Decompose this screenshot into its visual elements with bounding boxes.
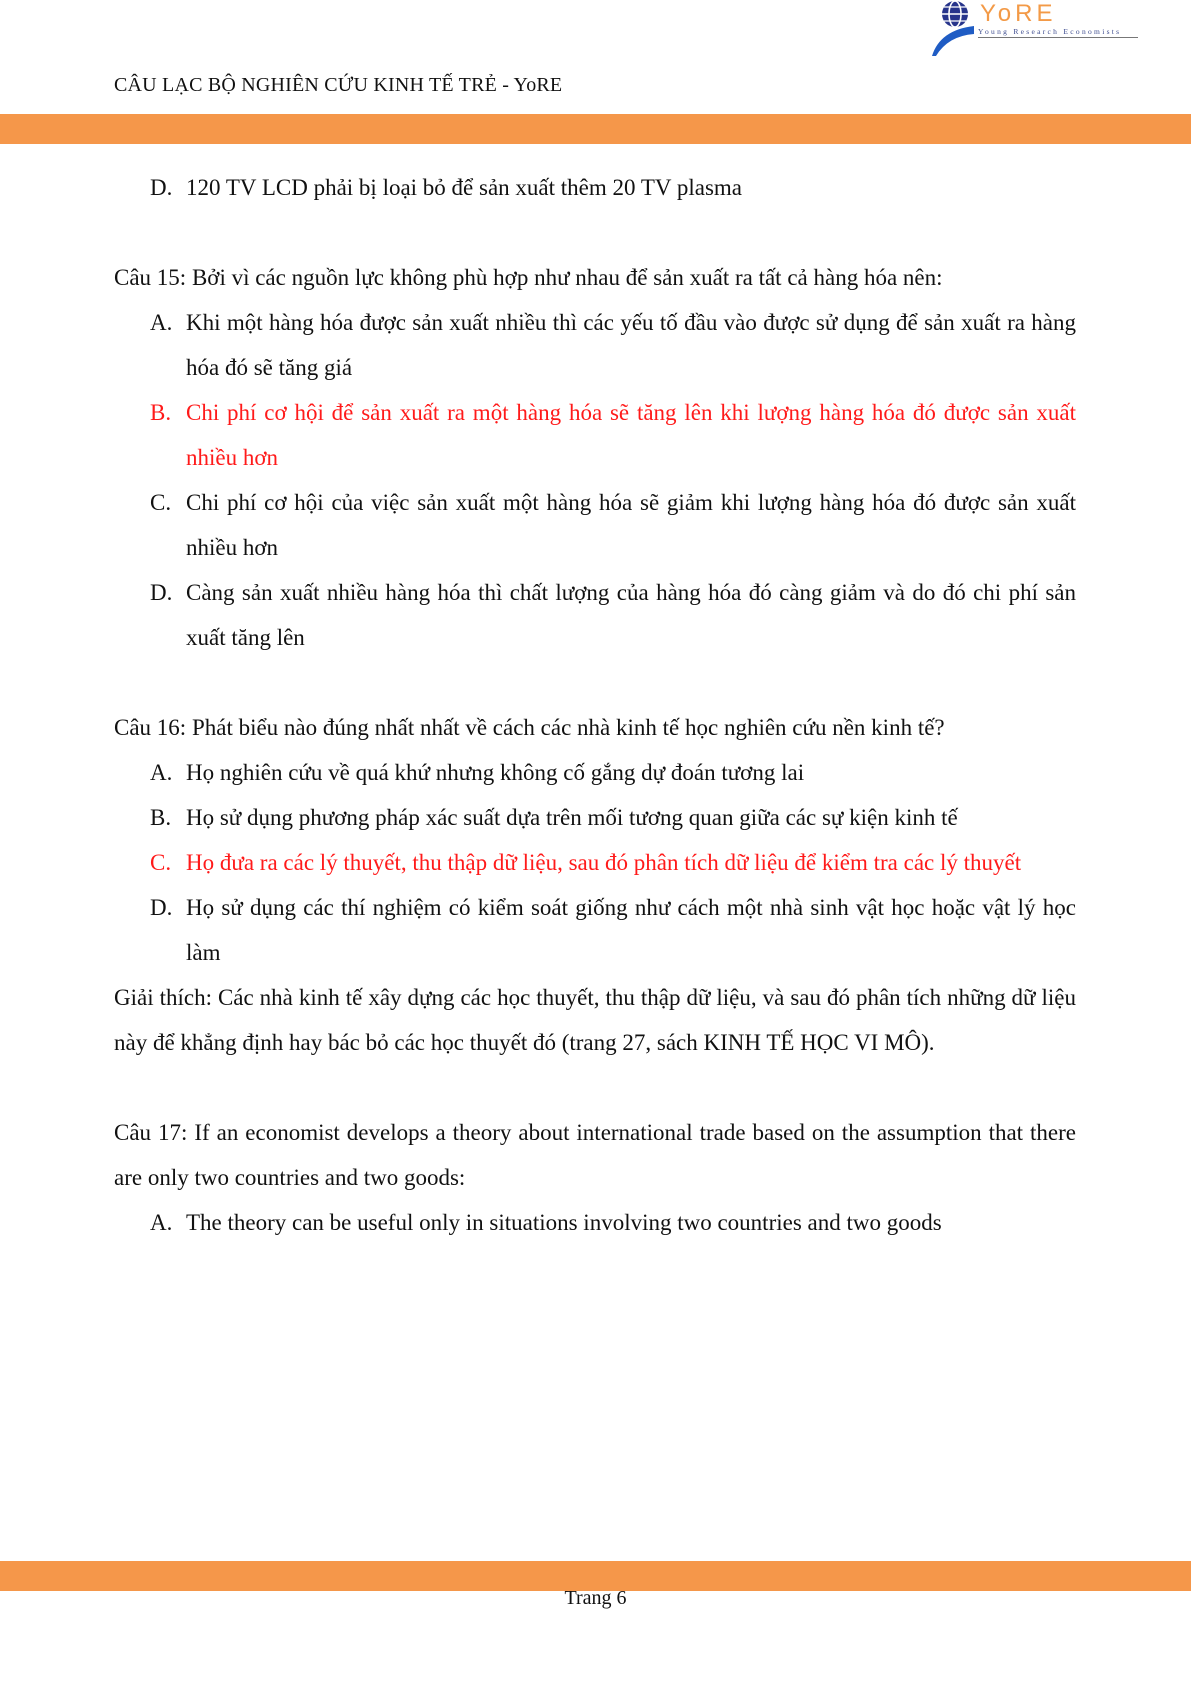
- option-text: Họ đưa ra các lý thuyết, thu thập dữ liệu, sau đó phân tích dữ liệu để kiểm tra các lý thuyết: [186, 850, 1022, 875]
- yore-logo: [930, 0, 1140, 58]
- option-text: Khi một hàng hóa được sản xuất nhiều thì các yếu tố đầu vào được sử dụng để sản xuất ra hàng hóa đó sẽ tăng giá: [186, 310, 1076, 380]
- option-letter: D.: [150, 895, 173, 920]
- q16-explanation: Giải thích: Các nhà kinh tế xây dựng các học thuyết, thu thập dữ liệu, và sau đó phân tích những dữ liệu này để khẳng định hay bác bỏ các học thuyết đó (trang 27, sách KINH TẾ HỌC VI MÔ).: [114, 985, 1076, 1055]
- option-text: Chi phí cơ hội của việc sản xuất một hàng hóa sẽ giảm khi lượng hàng hóa đó được sản xuất nhiều hơn: [186, 490, 1076, 560]
- option-text: Chi phí cơ hội để sản xuất ra một hàng hóa sẽ tăng lên khi lượng hàng hóa đó được sản xuất nhiều hơn: [186, 400, 1076, 470]
- header-title: CÂU LẠC BỘ NGHIÊN CỨU KINH TẾ TRẺ - YoRE: [114, 74, 563, 96]
- option-text: Họ sử dụng các thí nghiệm có kiểm soát giống như cách một nhà sinh vật học hoặc vật lý học làm: [186, 895, 1076, 965]
- question-15: Câu 15: Bởi vì các nguồn lực không phù hợp như nhau để sản xuất ra tất cả hàng hóa nên:: [114, 265, 943, 290]
- q15-option-a: [114, 300, 1076, 390]
- page-number: Trang 6: [564, 1587, 627, 1609]
- q15-option-d: [114, 570, 1076, 660]
- option-text: Họ nghiên cứu về quá khứ nhưng không cố gắng dự đoán tương lai: [186, 760, 805, 785]
- spacer: [114, 1065, 1076, 1110]
- q15-option-c: [114, 480, 1076, 570]
- logo-tagline: Young Research Economists: [978, 27, 1122, 36]
- q16-option-a: [114, 750, 1076, 795]
- option-letter: C.: [150, 490, 172, 515]
- spacer: [114, 210, 1076, 255]
- option-letter: B.: [150, 400, 172, 425]
- q15-option-b-correct: [114, 390, 1076, 480]
- option-letter: A.: [150, 1210, 173, 1235]
- option-letter: D.: [150, 175, 173, 200]
- option-text: The theory can be useful only in situations involving two countries and two goods: [186, 1210, 942, 1235]
- q16-option-b: [114, 795, 1076, 840]
- question-16: Câu 16: Phát biểu nào đúng nhất nhất về cách các nhà kinh tế học nghiên cứu nền kinh tế?: [114, 715, 945, 740]
- q16-option-c-correct: [114, 840, 1076, 885]
- q17-option-a: [114, 1200, 1076, 1245]
- option-text: 120 TV LCD phải bị loại bỏ để sản xuất thêm 20 TV plasma: [186, 175, 742, 200]
- option-letter: B.: [150, 805, 172, 830]
- page-content: [114, 165, 1076, 1245]
- globe-icon: [930, 0, 978, 58]
- option-text: Càng sản xuất nhiều hàng hóa thì chất lượng của hàng hóa đó càng giảm và do đó chi phí sản xuất tăng lên: [186, 580, 1076, 650]
- header-band: [0, 114, 1191, 144]
- option-prev-d: [114, 165, 1076, 210]
- logo-wordmark: YoRE: [980, 0, 1057, 27]
- spacer: [114, 660, 1076, 705]
- logo-divider: [978, 37, 1138, 38]
- option-letter: A.: [150, 310, 173, 335]
- option-text: Họ sử dụng phương pháp xác suất dựa trên mối tương quan giữa các sự kiện kinh tế: [186, 805, 958, 830]
- option-letter: C.: [150, 850, 172, 875]
- q16-option-d: [114, 885, 1076, 975]
- question-17: Câu 17: If an economist develops a theory about international trade based on the assumption that there are only two countries and two goods:: [114, 1120, 1076, 1190]
- option-letter: A.: [150, 760, 173, 785]
- option-letter: D.: [150, 580, 173, 605]
